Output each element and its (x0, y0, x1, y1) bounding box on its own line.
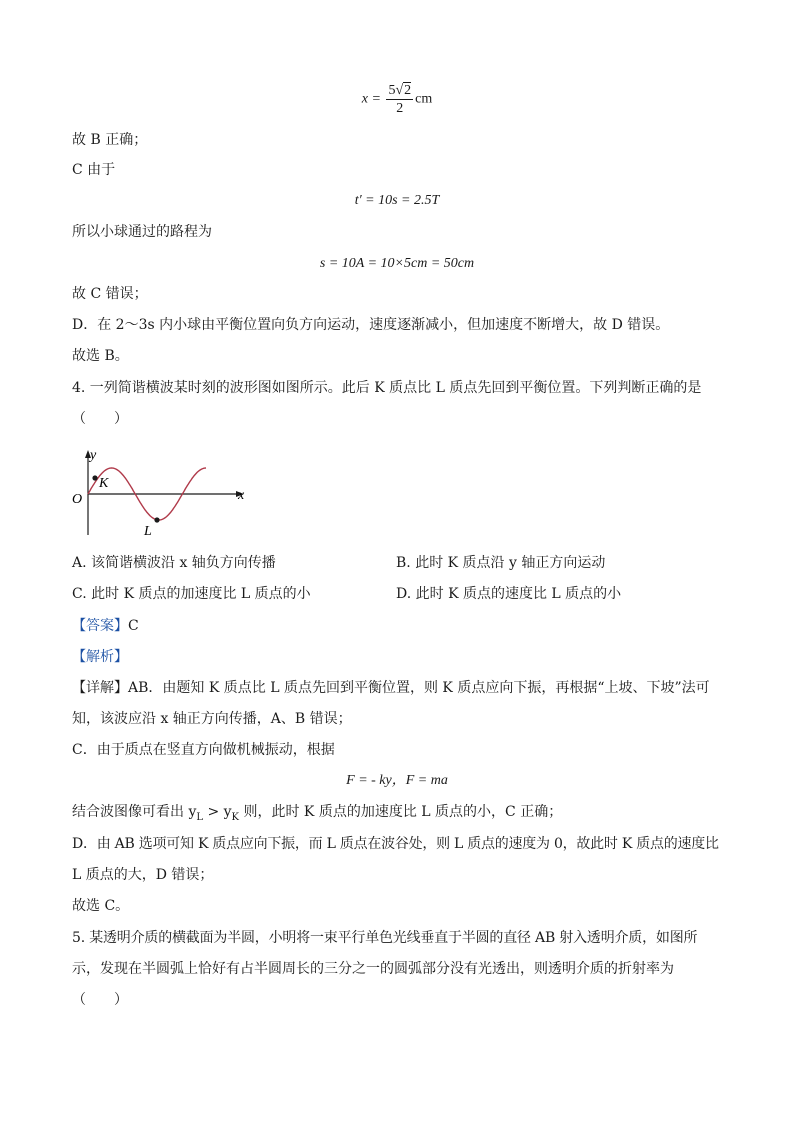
wave-figure (68, 445, 253, 545)
point-k-dot (92, 475, 97, 480)
point-k-label: K (99, 476, 109, 491)
analysis-tag: 【解析】 (72, 649, 128, 665)
question-4-stem: 4. 一列简谐横波某时刻的波形图如图所示。此后 K 质点比 L 质点先回到平衡位置。下列判断正确的是 (72, 380, 702, 396)
option-b[interactable]: B. 此时 K 质点沿 y 轴正方向运动 (396, 555, 606, 571)
question-5-stem: 5. 某透明介质的横截面为半圆，小明将一束平行单色光线垂直于半圆的直径 AB 射入透明介质，如图所 (72, 930, 698, 946)
equation-f: F = - ky，F = ma (346, 773, 448, 788)
equation-x: x = $\frac{5√2}{2}$ cm (361, 83, 433, 116)
detail-line: C．由于质点在竖直方向做机械振动，根据 (72, 742, 335, 758)
detail-line: 【详解】AB．由题知 K 质点比 L 质点先回到平衡位置，则 K 质点应向下振，再根据“上坡、下坡”法可 (72, 680, 710, 696)
text-line: D．在 2～3s 内小球由平衡位置向负方向运动，速度逐渐减小，但加速度不断增大，故 D 错误。 (72, 317, 670, 333)
answer-line (72, 616, 139, 636)
option-a[interactable]: A. 该简谐横波沿 x 轴负方向传播 (72, 555, 276, 571)
detail-line: 知，该波应沿 x 轴正方向传播，A、B 错误； (72, 711, 352, 727)
answer-value: C (128, 618, 139, 634)
option-c[interactable]: C. 此时 K 质点的加速度比 L 质点的小 (72, 586, 311, 602)
detail-line: 结合波图像可看出 $y_L > y_K$ 则，此时 K 质点的加速度比 L 质点的小，C 正确； (72, 804, 563, 823)
text-line: 故 B 正确； (72, 132, 148, 148)
text-line: 所以小球通过的路程为 (72, 224, 212, 240)
point-l-label: L (144, 524, 152, 539)
fraction: $\frac{5√2}{2}$ (388, 83, 412, 116)
detail-line: 故选 C。 (72, 898, 130, 914)
text-line: 故选 B。 (72, 348, 129, 364)
point-l-dot (154, 517, 159, 522)
detail-line: L 质点的大，D 错误； (72, 867, 214, 883)
question-4-bracket: （ ） (72, 411, 128, 427)
origin-label: O (72, 492, 83, 507)
y-axis-label: y (90, 448, 97, 463)
question-5-bracket: （ ） (72, 992, 128, 1008)
detail-line: D．由 AB 选项可知 K 质点应向下振，而 L 质点在波谷处，则 L 质点的速度为 0，故此时 K 质点的速度比 (72, 836, 719, 852)
question-5-stem: 示，发现在半圆弧上恰好有占半圆周长的三分之一的圆弧部分没有光透出，则透明介质的折射率为 (72, 961, 674, 977)
text-line: 故 C 错误； (72, 286, 148, 302)
equation-t: t′ = 10s = 2.5T (354, 193, 440, 208)
answer-tag: 【答案】 (72, 618, 128, 634)
text-line: C 由于 (72, 162, 116, 178)
equation-s: s = 10A = 10×5cm = 50cm (319, 256, 475, 271)
option-d[interactable]: D. 此时 K 质点的速度比 L 质点的小 (396, 586, 622, 602)
detail-tag: 【详解】 (72, 680, 128, 696)
x-axis-label: x (238, 488, 245, 503)
